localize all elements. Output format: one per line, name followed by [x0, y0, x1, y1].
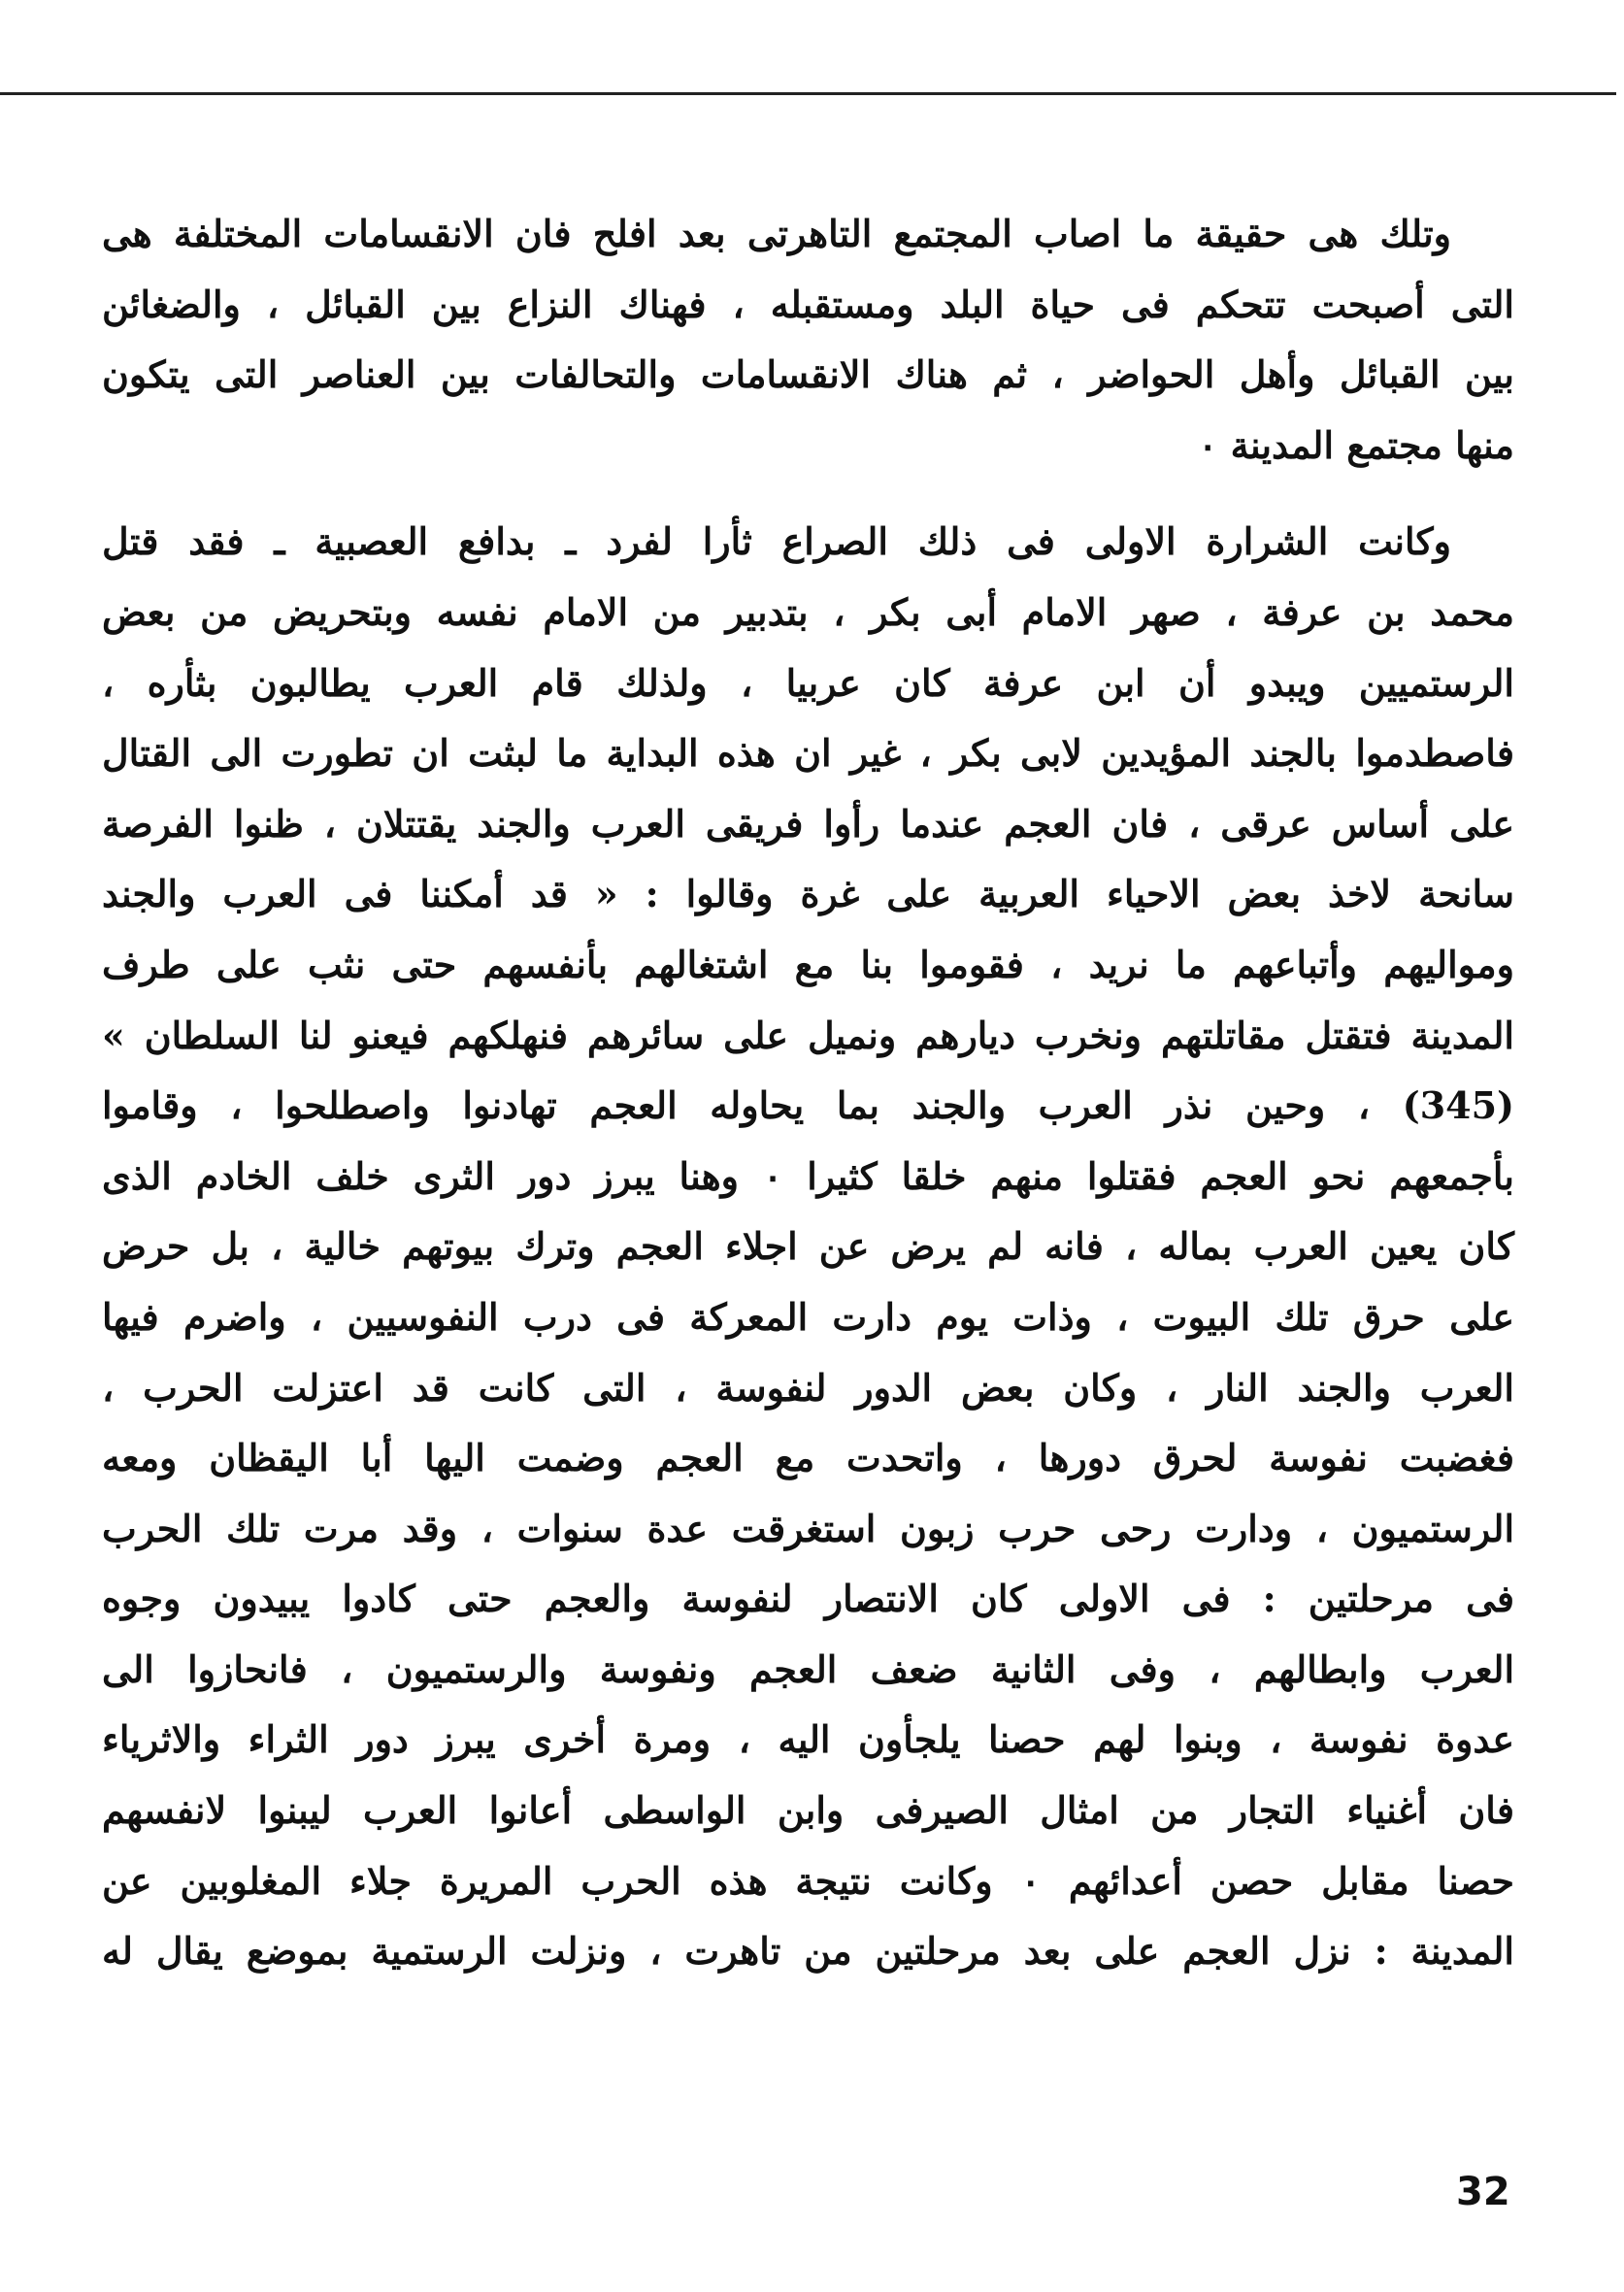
text-line: الرستميين ويبدو أن ابن عرفة كان عربيا ، ولذلك قام العرب يطالبون بثأره ،	[102, 660, 1514, 705]
text-line: فى مرحلتين : فى الاولى كان الانتصار لنفوسة والعجم حتى كادوا يبيدون وجوه	[102, 1577, 1514, 1621]
top-rule	[0, 92, 1616, 95]
text-line: (345) ، وحين نذر العرب والجند بما يحاوله العجم تهادنوا واصطلحوا ، وقاموا	[102, 1083, 1514, 1128]
text-line: فاصطدموا بالجند المؤيدين لابى بكر ، غير ان هذه البداية ما لبثت ان تطورت الى القتال	[102, 731, 1514, 776]
text-line: الرستميون ، ودارت رحى حرب زبون استغرقت عدة سنوات ، وقد مرت تلك الحرب	[102, 1506, 1514, 1550]
text-line: بأجمعهم نحو العجم فقتلوا منهم خلقا كثيرا ٠ وهنا يبرز دور الثرى خلف الخادم الذى	[102, 1153, 1514, 1198]
text-line: محمد بن عرفة ، صهر الامام أبى بكر ، بتدبير من الامام نفسه وبتحريض من بعض	[102, 589, 1514, 634]
text-line: حصنا مقابل حصن أعدائهم ٠ وكانت نتيجة هذه الحرب المريرة جلاء المغلوبين عن	[102, 1858, 1515, 1903]
text-line: على حرق تلك البيوت ، وذات يوم دارت المعركة فى درب النفوسيين ، واضرم فيها	[102, 1294, 1514, 1339]
body-text	[102, 199, 1514, 1987]
text-line: منها مجتمع المدينة ٠	[1197, 422, 1514, 467]
text-line: كان يعين العرب بماله ، فانه لم يرض عن اجلاء العجم وترك بيوتهم خالية ، بل حرض	[102, 1224, 1514, 1269]
text-line: المدينة : نزل العجم على بعد مرحلتين من تاهرت ، ونزلت الرستمية بموضع يقال له	[102, 1929, 1514, 1974]
text-line: العرب والجند النار ، وكان بعض الدور لنفوسة ، التى كانت قد اعتزلت الحرب ،	[102, 1365, 1514, 1410]
text-line: وتلك هى حقيقة ما اصاب المجتمع التاهرتى بعد افلح فان الانقسامات المختلفة هى	[102, 212, 1451, 255]
text-line: سانحة لاخذ بعض الاحياء العربية على غرة وقالوا : « قد أمكننا فى العرب والجند	[102, 872, 1514, 916]
text-line: عدوة نفوسة ، وبنوا لهم حصنا يلجأون اليه ، ومرة أخرى يبرز دور الثراء والاثرياء	[102, 1717, 1514, 1762]
text-line: على أساس عرقى ، فان العجم عندما رأوا فريقى العرب والجند يقتتلان ، ظنوا الفرصة	[102, 801, 1514, 846]
text-line: العرب وابطالهم ، وفى الثانية ضعف العجم ونفوسة والرستميون ، فانحازوا الى	[102, 1646, 1514, 1691]
paragraph-1	[102, 199, 1514, 481]
text-line: فغضبت نفوسة لحرق دورها ، واتحدت مع العجم وضمت اليها أبا اليقظان ومعه	[102, 1436, 1514, 1480]
text-line: المدينة فتقتل مقاتلتهم ونخرب ديارهم ونميل على سائرهم فنهلكهم فيعنو لنا السلطان »	[102, 1013, 1514, 1057]
text-line: بين القبائل وأهل الحواضر ، ثم هناك الانقسامات والتحالفات بين العناصر التى يتكون	[102, 352, 1514, 397]
text-line: ومواليهم وأتباعهم ما نريد ، فقوموا بنا مع اشتغالهم بأنفسهم حتى نثب على طرف	[102, 942, 1514, 986]
page-number: 32	[1456, 2170, 1510, 2214]
paragraph-2	[102, 507, 1514, 1986]
text-line: التى أصبحت تتحكم فى حياة البلد ومستقبله ، فهناك النزاع بين القبائل ، والضغائن	[102, 282, 1514, 326]
text-line: وكانت الشرارة الاولى فى ذلك الصراع ثأرا لفرد ـ بدافع العصبية ـ فقد قتل	[102, 519, 1451, 564]
text-line: فان أغنياء التجار من امثال الصيرفى وابن الواسطى أعانوا العرب ليبنوا لانفسهم	[102, 1788, 1514, 1833]
